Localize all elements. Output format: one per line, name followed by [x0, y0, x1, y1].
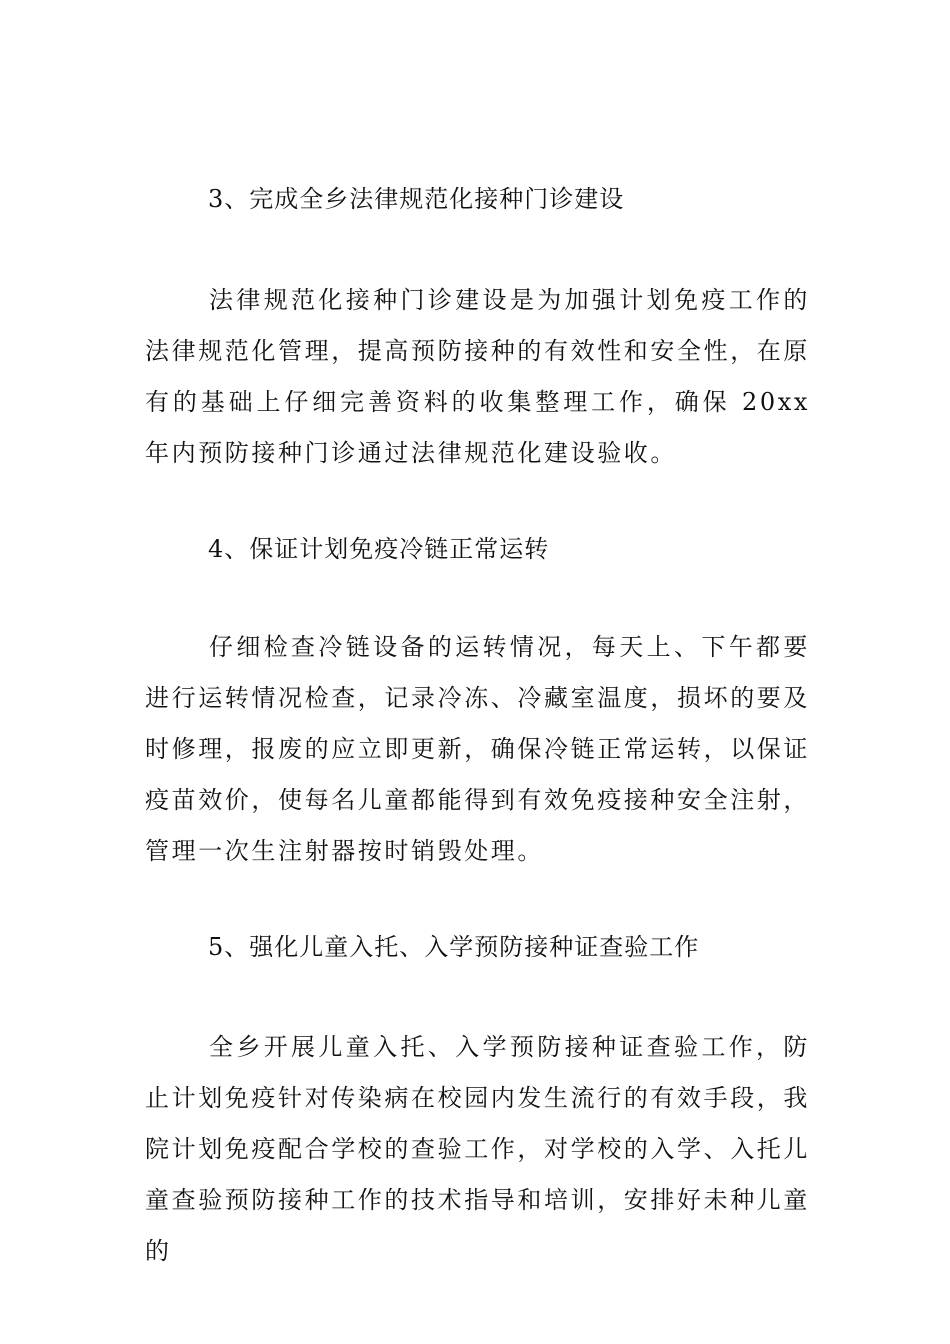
- section-body-3: 法律规范化接种门诊建设是为加强计划免疫工作的法律规范化管理，提高预防接种的有效性和安全性，在原有的基础上仔细完善资料的收集整理工作，确保 20xx 年内预防接种门诊通过法律规范化建设验收。: [145, 286, 810, 467]
- section-heading-3: 3、完成全乡法律规范化接种门诊建设: [208, 185, 625, 213]
- section-heading-5: 5、强化儿童入托、入学预防接种证查验工作: [208, 933, 700, 961]
- section-body-5: 全乡开展儿童入托、入学预防接种证查验工作，防止计划免疫针对传染病在校园内发生流行的有效手段，我院计划免疫配合学校的查验工作，对学校的入学、入托儿童查验预防接种工作的技术指导和培训，安排好未种儿童的: [145, 1033, 810, 1265]
- section-heading-4: 4、保证计划免疫冷链正常运转: [208, 535, 550, 563]
- section-body-4: 仔细检查冷链设备的运转情况，每天上、下午都要进行运转情况检查，记录冷冻、冷藏室温度，损坏的要及时修理，报废的应立即更新，确保冷链正常运转，以保证疫苗效价，使每名儿童都能得到有效免疫接种安全注射，管理一次生注射器按时销毁处理。: [145, 633, 810, 865]
